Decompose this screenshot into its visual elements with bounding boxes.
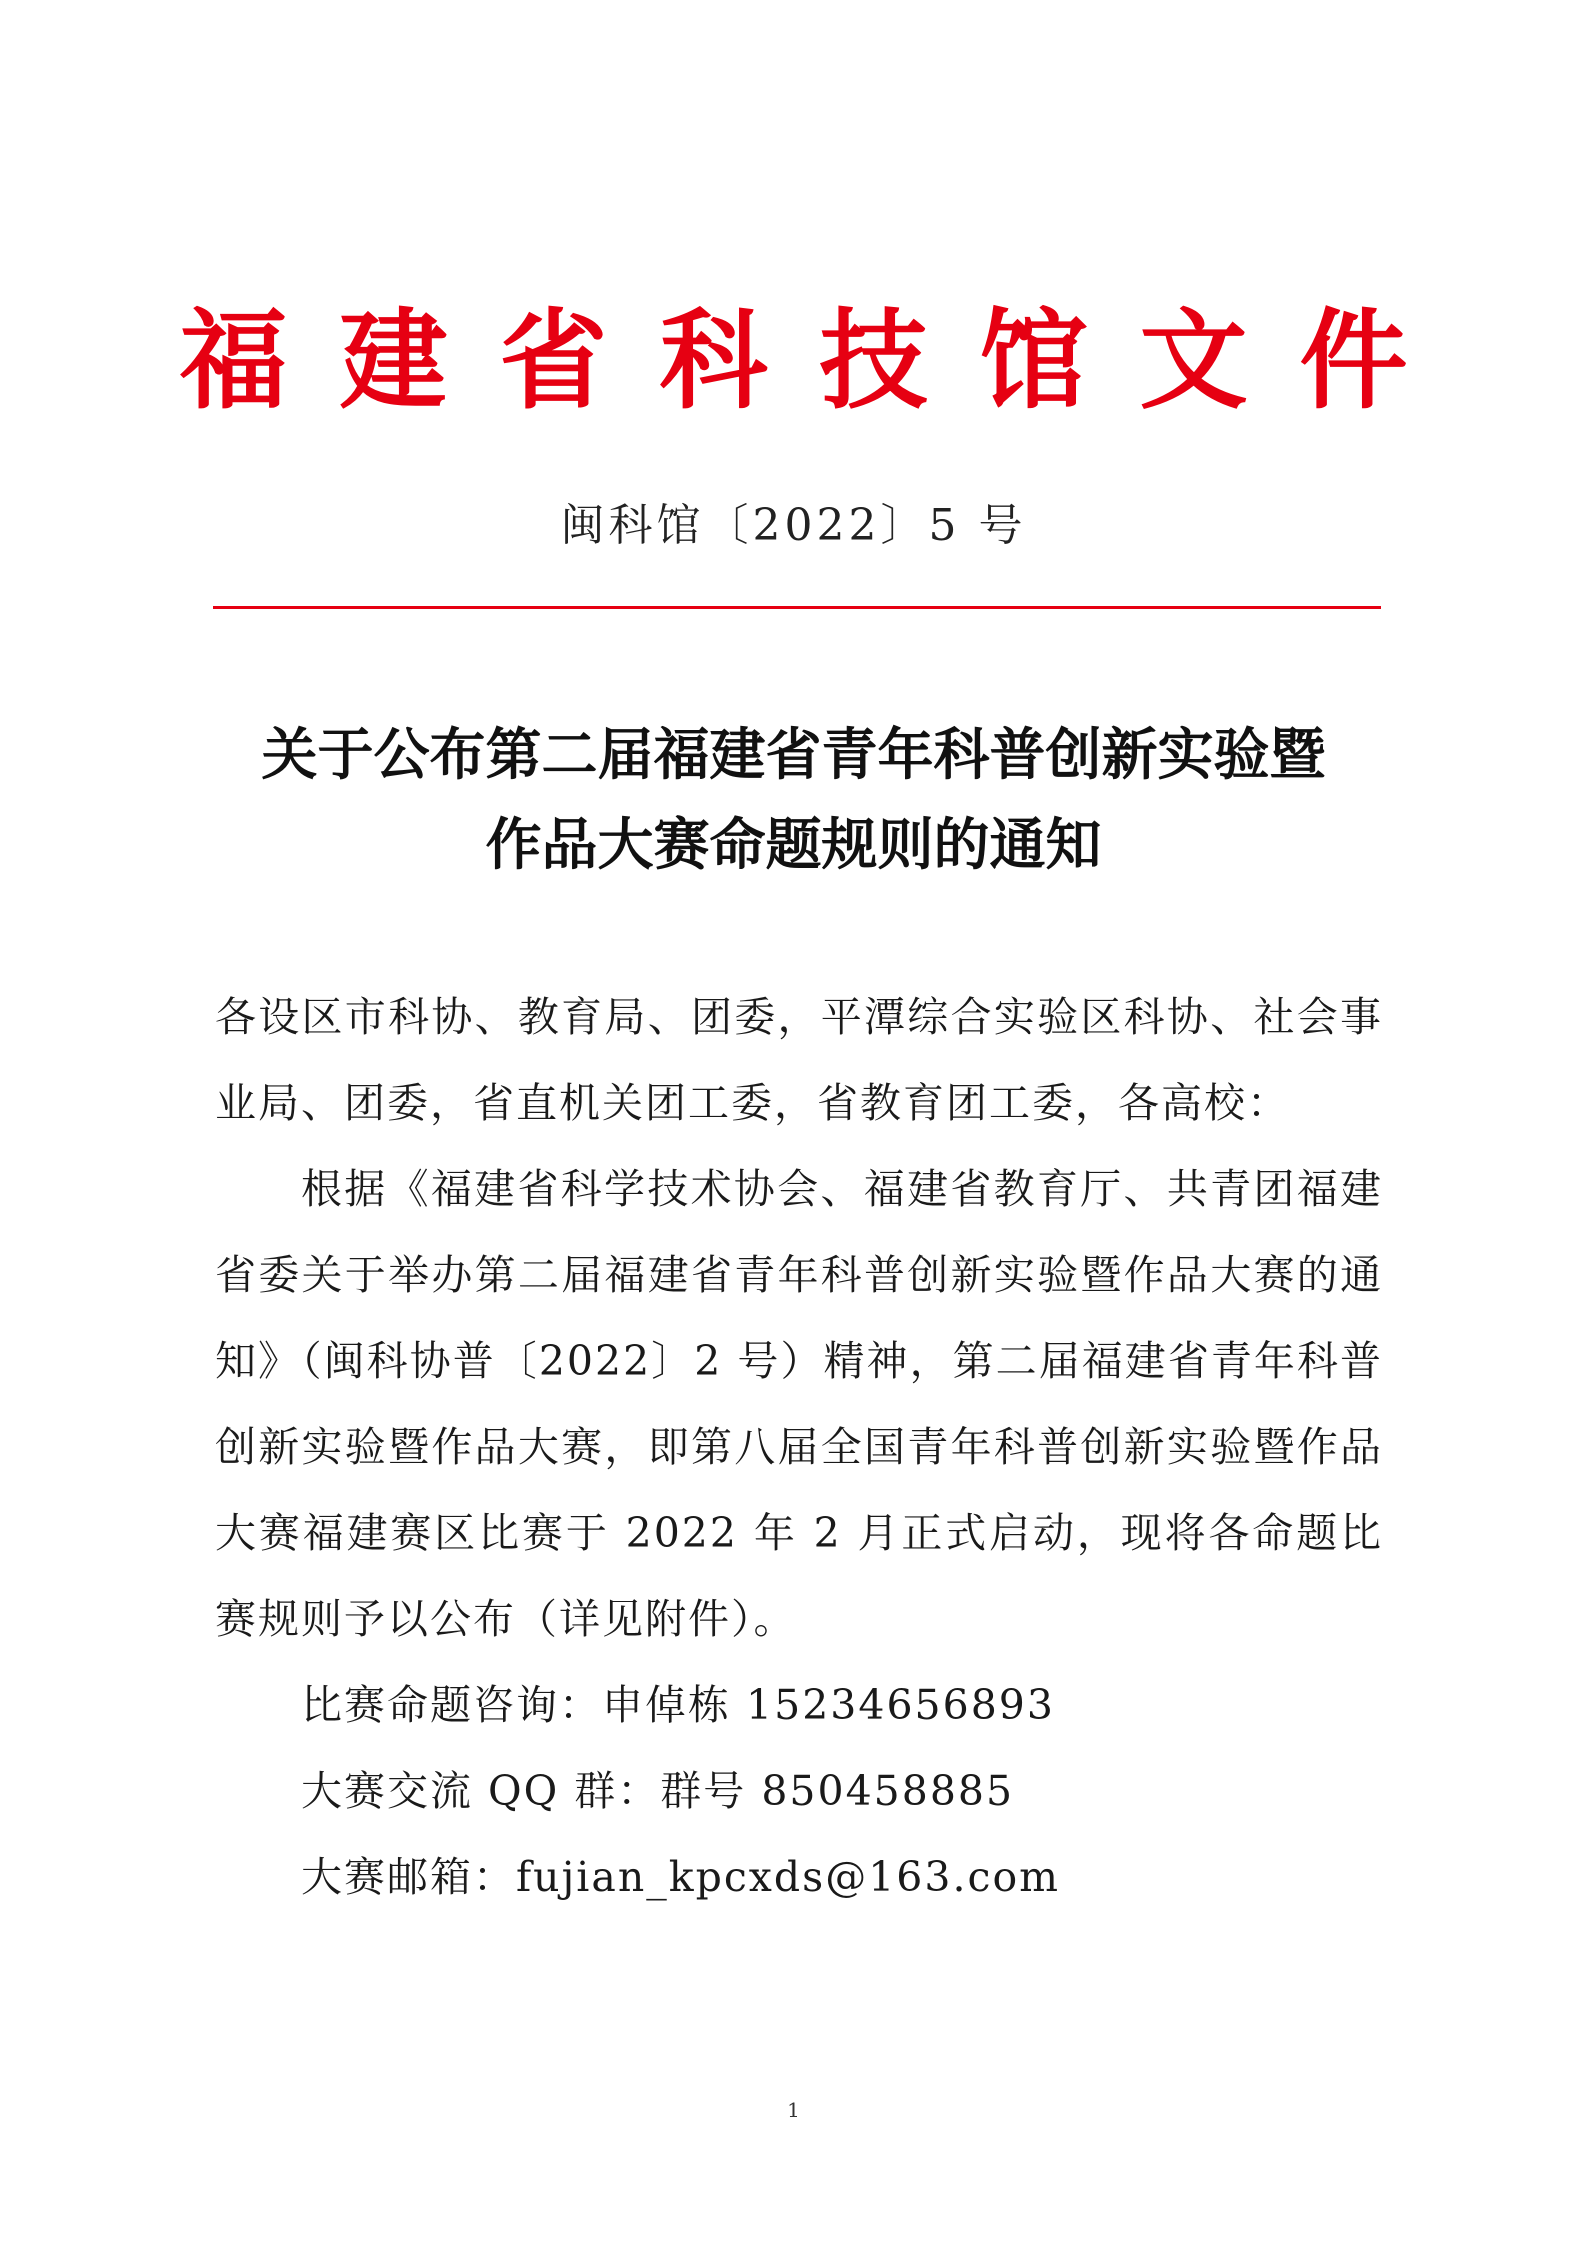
document-number: 闽科馆〔2022〕5 号 — [560, 500, 1027, 551]
addressees: 各设区市科协、教育局、团委，平潭综合实验区科协、社会事业局、团委，省直机关团工委，省教育团工委，各高校： — [215, 993, 1383, 1127]
main-paragraph: 根据《福建省科学技术协会、福建省教育厅、共青团福建省委关于举办第二届福建省青年科普创新实验暨作品大赛的通知》（闽科协普〔2022〕2 号）精神，第二届福建省青年科普创新实验暨作品大赛，即第八届全国青年科普创新实验暨作品大赛福建赛区比赛于 2022 年 2 月正式启动，现将各命题比赛规则予以公布（详见附件）。 — [215, 1165, 1383, 1643]
notice-title-line-2: 作品大赛命题规则的通知 — [485, 812, 1102, 878]
contact-qq-group: 大赛交流 QQ 群：群号 850458885 — [301, 1767, 1015, 1815]
contact-email: 大赛邮箱：fujian_kpcxds@163.com — [301, 1853, 1061, 1901]
page-number: 1 — [787, 2098, 800, 2122]
contact-consult: 比赛命题咨询：申倬栋 15234656893 — [301, 1681, 1055, 1729]
org-header-title: 福建省科技馆文件 — [179, 298, 1460, 424]
notice-title-line-1: 关于公布第二届福建省青年科普创新实验暨 — [261, 722, 1326, 788]
notice-title — [200, 710, 1387, 890]
notice-body — [215, 974, 1383, 1920]
red-separator-line — [213, 606, 1381, 609]
